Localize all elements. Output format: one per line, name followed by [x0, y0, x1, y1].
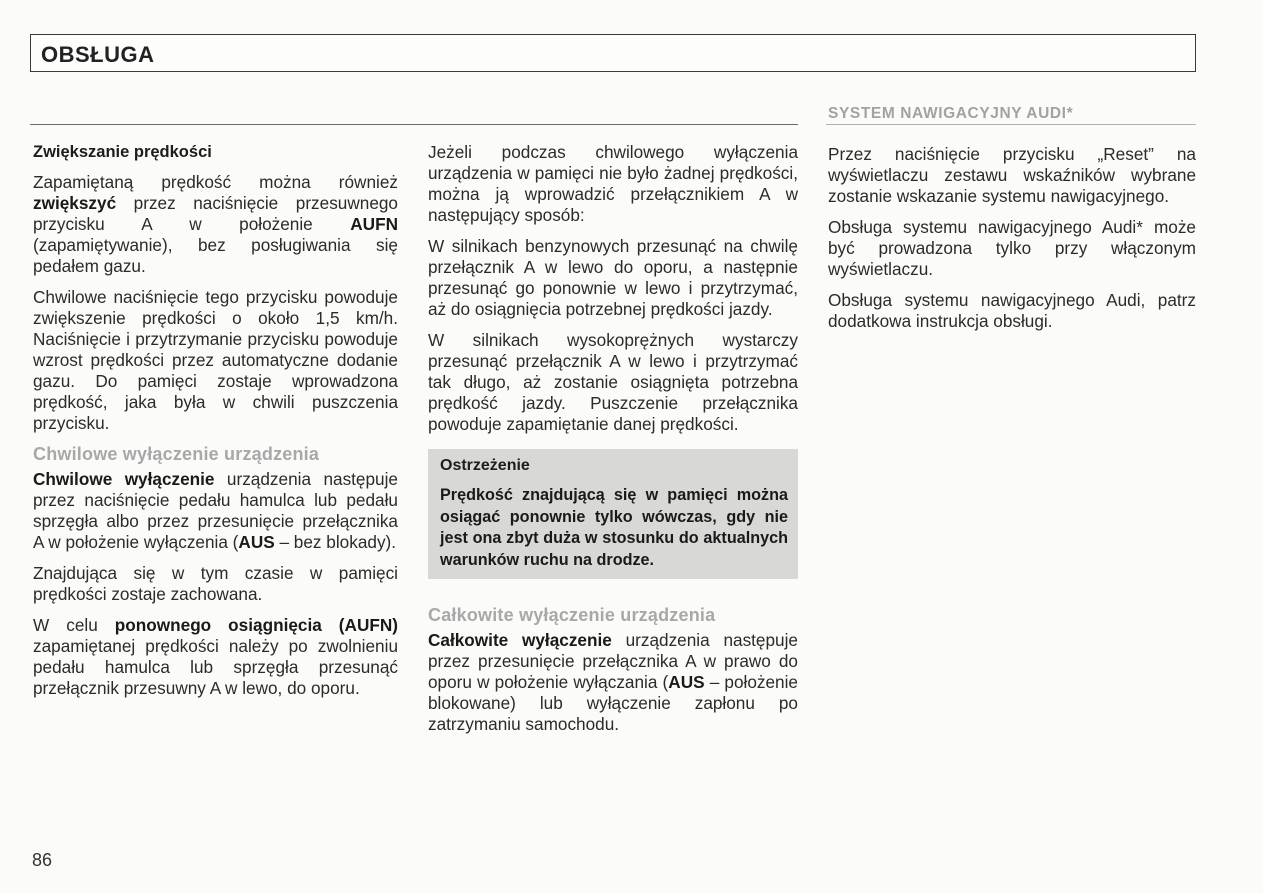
paragraph: Znajdująca się w tym czasie w pamięci prędkości zostaje zachowana.: [33, 563, 398, 604]
heading-speed-increase: Zwiększanie prędkości: [33, 143, 212, 161]
paragraph: Jeżeli podczas chwilowego wyłączenia urządzenia w pamięci nie było żadnej prędkości, można ją wprowadzić przełącznikiem A w następujący sposób:: [428, 142, 798, 225]
paragraph: [33, 172, 398, 277]
paragraph: W silnikach wysokoprężnych wystarczy przesunąć przełącznik A w lewo i przytrzymać tak długo, aż zostanie osiągnięta potrzebna prędkość jazdy. Puszczenie przełącznika powoduje zapamiętanie danej prędkości.: [428, 330, 798, 434]
column-2: [428, 142, 798, 745]
text: urządzenia następuje przez naciśnięcie pedału hamulca lub pedału sprzęgła albo przez przesunięcie przełącznika A w położenie wyłączenia (: [33, 469, 398, 552]
warning-box: [428, 449, 798, 579]
right-rule: [826, 124, 1196, 125]
paragraph: W silnikach benzynowych przesunąć na chwilę przełącznik A w lewo do oporu, a następnie przesunąć go ponownie w lewo i przytrzymać, aż do osiągnięcia potrzebnej prędkości jazdy.: [428, 236, 798, 319]
column-1: [33, 142, 398, 709]
emphasis: AUS: [668, 672, 705, 692]
subheading-full-off: Całkowite wyłączenie urządzenia: [428, 605, 716, 625]
paragraph: Obsługa systemu nawigacyjnego Audi, patrz dodatkowa instrukcja obsługi.: [828, 290, 1196, 331]
section-title: SYSTEM NAWIGACYJNY AUDI*: [828, 105, 1074, 122]
paragraph: [33, 615, 398, 699]
text: W celu: [33, 615, 115, 635]
text: zapamiętanej prędkości należy po zwolnieniu pedału hamulca lub sprzęgła przesunąć przełącznik przesuwny A w lewo, do oporu.: [33, 636, 398, 698]
text: (zapamiętywanie), bez posługiwania się pedałem gazu.: [33, 235, 398, 276]
warning-body: Prędkość znajdującą się w pamięci można osiągać ponownie tylko wówczas, gdy nie jest ona zbyt duża w stosunku do aktualnych warunków ruchu na drodze.: [440, 486, 788, 569]
paragraph: [428, 630, 798, 735]
paragraph: Obsługa systemu nawigacyjnego Audi* może być prowadzona tylko przy włączonym wyświetlaczu.: [828, 217, 1196, 279]
emphasis: AUS: [238, 532, 275, 552]
subheading-temporary-off: Chwilowe wyłączenie urządzenia: [33, 444, 320, 464]
column-3: [828, 144, 1196, 342]
paragraph: Przez naciśnięcie przycisku „Reset” na wyświetlaczu zestawu wskaźników wybrane zostanie wskazanie systemu nawigacyjnego.: [828, 144, 1196, 206]
paragraph: Chwilowe naciśnięcie tego przycisku powoduje zwiększenie prędkości o około 1,5 km/h. Naciśnięcie i przytrzymanie przycisku powoduje wzrost prędkości przez automatyczne dodanie gazu. Do pamięci zostaje wprowadzona prędkość, jaka była w chwili puszczenia przycisku.: [33, 287, 398, 433]
page-number: 86: [32, 850, 53, 870]
text: przez naciśnięcie przesuwnego przycisku A w położenie: [33, 193, 398, 234]
chapter-header: [30, 34, 1196, 72]
warning-title: Ostrzeżenie: [440, 457, 530, 474]
emphasis: AUFN: [350, 214, 398, 234]
chapter-title: OBSŁUGA: [41, 42, 155, 67]
left-rule: [30, 124, 798, 125]
text: – położenie blokowane) lub wyłączenie zapłonu po zatrzymaniu samochodu.: [428, 672, 798, 734]
emphasis: Chwilowe wyłączenie: [33, 469, 215, 489]
text: Zapamiętaną prędkość można również: [33, 172, 398, 192]
text: urządzenia następuje przez przesunięcie przełącznika A w prawo do oporu w położenie wyłączania (: [428, 630, 798, 692]
emphasis: Całkowite wyłączenie: [428, 630, 612, 650]
emphasis: zwiększyć: [33, 193, 117, 213]
paragraph: [33, 469, 398, 553]
text: – bez blokady).: [274, 532, 397, 552]
emphasis: ponownego osiągnięcia (AUFN): [114, 615, 398, 635]
